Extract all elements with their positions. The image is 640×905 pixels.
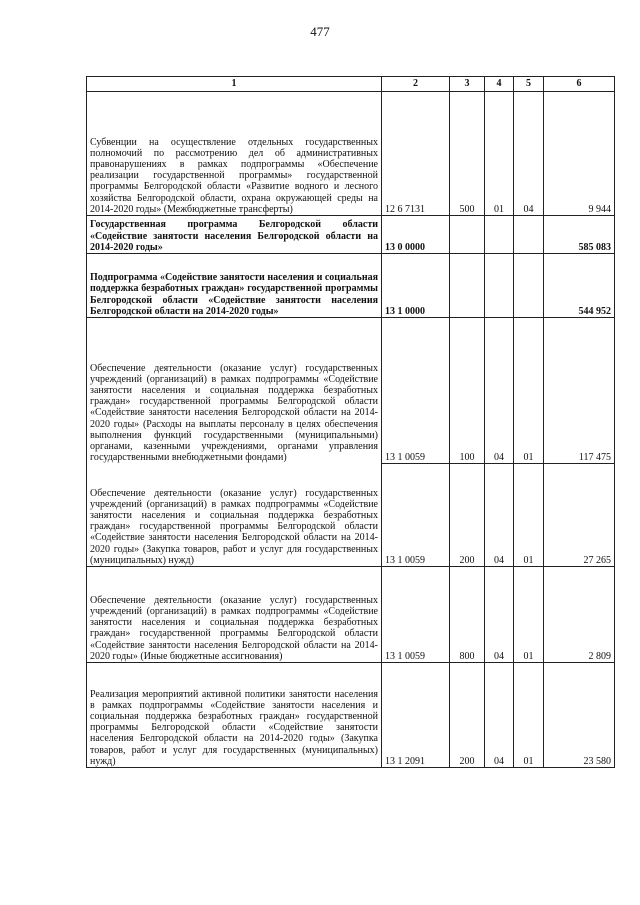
row-amount: 2 809 <box>544 567 615 663</box>
row-target-code: 12 6 7131 <box>382 92 450 216</box>
row-target-code: 13 1 0000 <box>382 254 450 318</box>
row-target-code: 13 1 0059 <box>382 567 450 663</box>
column-header: 5 <box>514 77 544 92</box>
page-number: 477 <box>310 24 330 39</box>
row-amount: 9 944 <box>544 92 615 216</box>
table-row <box>87 92 615 216</box>
table-header-row <box>87 77 615 92</box>
row-description: Реализация мероприятий активной политики занятости населения в рамках подпрограммы «Содействие занятости населения и социальная поддержка безработных граждан» государственной программы Белгородской области «Содействие занятости населения Белгородской области на 2014-2020 годы» (Закупка товаров, работ и услуг для государственных (муниципальных) нужд) <box>87 663 382 768</box>
row-section: 04 <box>485 567 514 663</box>
column-header: 4 <box>485 77 514 92</box>
budget-table <box>86 76 615 768</box>
row-subsection <box>514 254 544 318</box>
row-expense-type: 200 <box>450 663 485 768</box>
column-header: 1 <box>87 77 382 92</box>
row-description: Обеспечение деятельности (оказание услуг) государственных учреждений (организаций) в рамках подпрограммы «Содействие занятости населения и социальная поддержка безработных граждан» государственной программы Белгородской области «Содействие занятости населения Белгородской области на 2014-2020 годы» (Расходы на выплаты персоналу в целях обеспечения выполнения функций государственными (муниципальными) органами, казенными учреждениями, органами управления государственными внебюджетными фондами) <box>87 318 382 464</box>
row-target-code: 13 0 0000 <box>382 216 450 254</box>
row-amount: 585 083 <box>544 216 615 254</box>
table-row <box>87 567 615 663</box>
row-amount: 23 580 <box>544 663 615 768</box>
row-expense-type: 500 <box>450 92 485 216</box>
row-description: Подпрограмма «Содействие занятости населения и социальная поддержка безработных граждан» государственной программы Белгородской области «Содействие занятости населения Белгородской области на 2014-2020 годы» <box>87 254 382 318</box>
row-amount: 544 952 <box>544 254 615 318</box>
row-expense-type: 100 <box>450 318 485 464</box>
row-subsection: 04 <box>514 92 544 216</box>
column-header: 3 <box>450 77 485 92</box>
row-description: Субвенции на осуществление отдельных государственных полномочий по рассмотрению дел об административных правонарушениях в рамках подпрограммы «Обеспечение реализации государственной программы» государственной программы Белгородской области «Развитие водного и лесного хозяйства Белгородской области, охрана окружающей среды на 2014-2020 годы» (Межбюджетные трансферты) <box>87 92 382 216</box>
row-section <box>485 254 514 318</box>
row-section: 04 <box>485 464 514 567</box>
row-expense-type <box>450 254 485 318</box>
row-section: 01 <box>485 92 514 216</box>
row-subsection: 01 <box>514 567 544 663</box>
row-amount: 27 265 <box>544 464 615 567</box>
row-target-code: 13 1 0059 <box>382 318 450 464</box>
table-row <box>87 254 615 318</box>
row-expense-type: 200 <box>450 464 485 567</box>
table-row <box>87 663 615 768</box>
row-target-code: 13 1 2091 <box>382 663 450 768</box>
table-row <box>87 318 615 464</box>
table-row <box>87 216 615 254</box>
row-subsection: 01 <box>514 464 544 567</box>
row-description: Государственная программа Белгородской области «Содействие занятости населения Белгородской области на 2014-2020 годы» <box>87 216 382 254</box>
row-expense-type: 800 <box>450 567 485 663</box>
row-section: 04 <box>485 663 514 768</box>
row-amount: 117 475 <box>544 318 615 464</box>
row-subsection <box>514 216 544 254</box>
column-header: 2 <box>382 77 450 92</box>
row-section: 04 <box>485 318 514 464</box>
row-subsection: 01 <box>514 663 544 768</box>
table-row <box>87 464 615 567</box>
row-expense-type <box>450 216 485 254</box>
row-description: Обеспечение деятельности (оказание услуг) государственных учреждений (организаций) в рамках подпрограммы «Содействие занятости населения и социальная поддержка безработных граждан» государственной программы Белгородской области «Содействие занятости населения Белгородской области на 2014-2020 годы» (Закупка товаров, работ и услуг для государственных (муниципальных) нужд) <box>87 464 382 567</box>
row-subsection: 01 <box>514 318 544 464</box>
row-description: Обеспечение деятельности (оказание услуг) государственных учреждений (организаций) в рамках подпрограммы «Содействие занятости населения и социальная поддержка безработных граждан» государственной программы Белгородской области «Содействие занятости населения Белгородской области на 2014-2020 годы» (Иные бюджетные ассигнования) <box>87 567 382 663</box>
row-section <box>485 216 514 254</box>
row-target-code: 13 1 0059 <box>382 464 450 567</box>
column-header: 6 <box>544 77 615 92</box>
